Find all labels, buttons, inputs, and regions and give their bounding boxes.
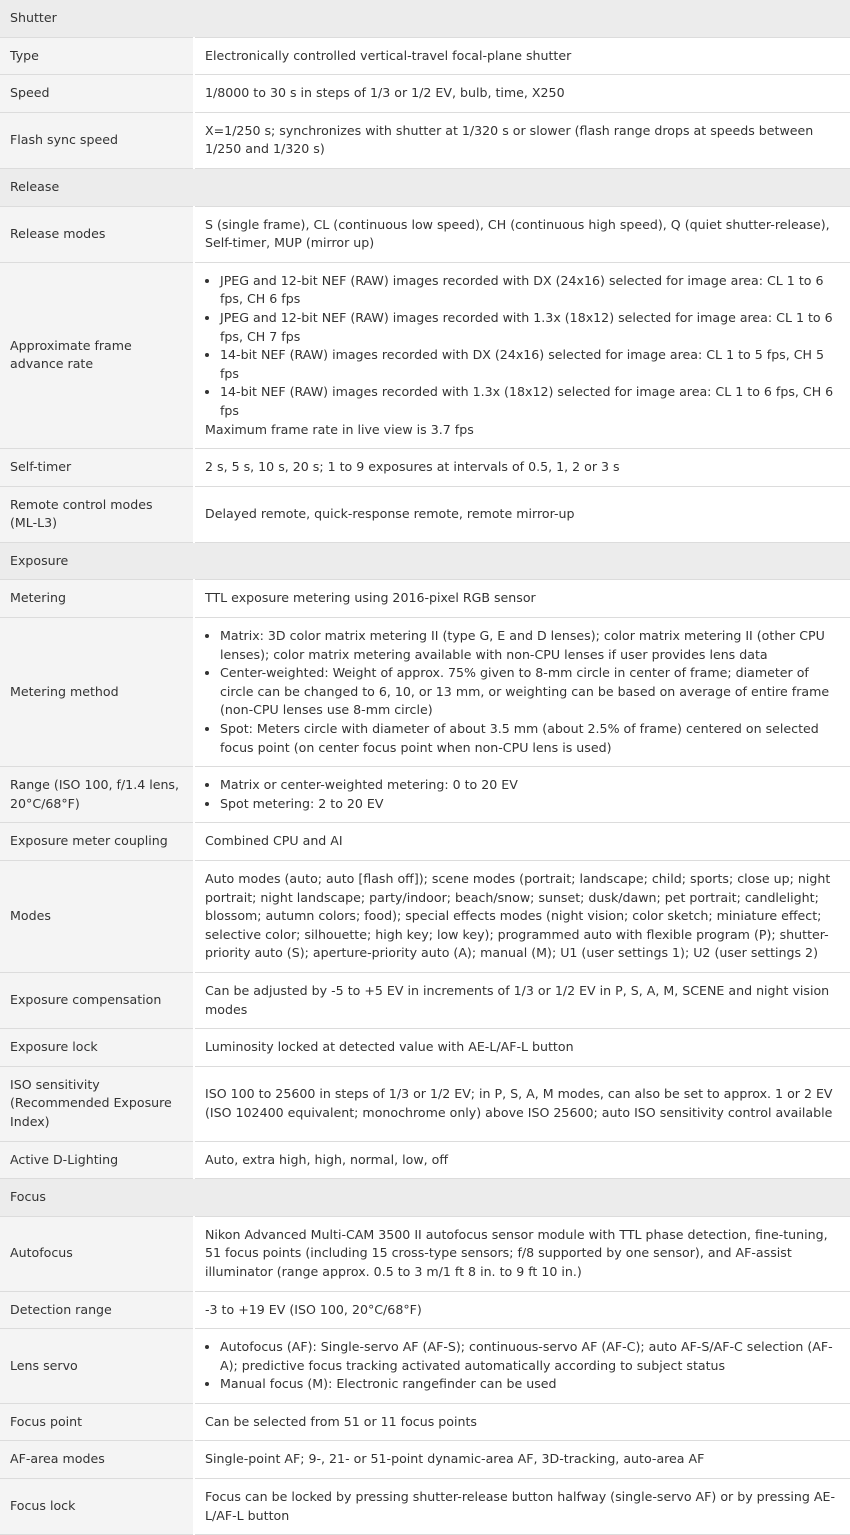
spec-value: Delayed remote, quick-response remote, remote mirror-up (194, 486, 850, 542)
spec-value (194, 262, 850, 448)
spec-label: Detection range (0, 1291, 194, 1329)
spec-label: AF-area modes (0, 1441, 194, 1479)
spec-value: Auto, extra high, high, normal, low, off (194, 1141, 850, 1179)
spec-label: Active D-Lighting (0, 1141, 194, 1179)
section-title: Release (0, 168, 850, 206)
spec-label: Speed (0, 75, 194, 113)
spec-value: Combined CPU and AI (194, 823, 850, 861)
spec-label: Focus lock (0, 1479, 194, 1535)
spec-value (194, 1329, 850, 1404)
spec-row-release-modes (0, 206, 850, 262)
spec-row-lens-servo (0, 1329, 850, 1404)
spec-value-bullet: • JPEG and 12-bit NEF (RAW) images recorded with 1.3x (18x12) selected for image area: CL 1 to 6 fps, CH 7 fps (220, 309, 840, 346)
spec-row-exposure-compensation (0, 972, 850, 1028)
spec-value: -3 to +19 EV (ISO 100, 20°C/68°F) (194, 1291, 850, 1329)
spec-label: Modes (0, 861, 194, 973)
spec-row-focus-lock (0, 1479, 850, 1535)
spec-value-bullet: • Center-weighted: Weight of approx. 75% given to 8-mm circle in center of frame; diameter of circle can be changed to 6, 10, or 13 mm, or weighting can be based on average of entire frame (non-CPU lenses use 8-mm circle) (220, 664, 840, 720)
spec-value: Electronically controlled vertical-travel focal-plane shutter (194, 37, 850, 75)
spec-row-metering (0, 580, 850, 618)
spec-value: S (single frame), CL (continuous low speed), CH (continuous high speed), Q (quiet shutter-release), Self-timer, MUP (mirror up) (194, 206, 850, 262)
spec-label: Approximate frame advance rate (0, 262, 194, 448)
spec-value-bullet: • Manual focus (M): Electronic rangefinder can be used (220, 1375, 840, 1394)
spec-row-exposure-meter-coupling (0, 823, 850, 861)
spec-label: ISO sensitivity (Recommended Exposure Index) (0, 1066, 194, 1141)
spec-row-range-iso-100-f-1-4-lens-20-c-68-f (0, 767, 850, 823)
spec-row-focus-point (0, 1403, 850, 1441)
spec-value-note: Maximum frame rate in live view is 3.7 fps (205, 421, 474, 437)
spec-value-bullet: • 14-bit NEF (RAW) images recorded with DX (24x16) selected for image area: CL 1 to 5 fps, CH 5 fps (220, 346, 840, 383)
spec-row-af-area-modes (0, 1441, 850, 1479)
spec-value-list (205, 776, 840, 813)
spec-label: Lens servo (0, 1329, 194, 1404)
spec-value-list (205, 627, 840, 757)
section-header-shutter (0, 0, 850, 37)
spec-value: Auto modes (auto; auto [flash off]); scene modes (portrait; landscape; child; sports; close up; night portrait; night landscape; party/indoor; beach/snow; sunset; dusk/dawn; pet portrait; candlelight; blossom; autumn colors; food); special effects modes (night vision; color sketch; miniature effect; selective color; silhouette; high key; low key); programmed auto with flexible program (P); shutter-priority auto (S); aperture-priority auto (A); manual (M); U1 (user settings 1); U2 (user settings 2) (194, 861, 850, 973)
spec-label: Release modes (0, 206, 194, 262)
section-title: Focus (0, 1179, 850, 1217)
spec-row-self-timer (0, 449, 850, 487)
spec-label: Range (ISO 100, f/1.4 lens, 20°C/68°F) (0, 767, 194, 823)
spec-label: Exposure lock (0, 1029, 194, 1067)
spec-value: ISO 100 to 25600 in steps of 1/3 or 1/2 EV; in P, S, A, M modes, can also be set to approx. 1 or 2 EV (ISO 102400 equivalent; monochrome only) above ISO 25600; auto ISO sensitivity control available (194, 1066, 850, 1141)
spec-row-iso-sensitivity-recommended-exposure-index (0, 1066, 850, 1141)
spec-label: Focus point (0, 1403, 194, 1441)
spec-value-bullet: • Matrix or center-weighted metering: 0 to 20 EV (220, 776, 840, 795)
spec-value: Single-point AF; 9-, 21- or 51-point dynamic-area AF, 3D-tracking, auto-area AF (194, 1441, 850, 1479)
spec-value-bullet: • Spot metering: 2 to 20 EV (220, 795, 840, 814)
spec-row-flash-sync-speed (0, 112, 850, 168)
spec-row-active-d-lighting (0, 1141, 850, 1179)
section-header-exposure (0, 542, 850, 580)
spec-row-modes (0, 861, 850, 973)
spec-value: Luminosity locked at detected value with AE-L/AF-L button (194, 1029, 850, 1067)
spec-value-bullet: • Spot: Meters circle with diameter of about 3.5 mm (about 2.5% of frame) centered on selected focus point (on center focus point when non-CPU lens is used) (220, 720, 840, 757)
spec-value: Focus can be locked by pressing shutter-release button halfway (single-servo AF) or by pressing AE-L/AF-L button (194, 1479, 850, 1535)
spec-label: Autofocus (0, 1216, 194, 1291)
spec-value-bullet: • Matrix: 3D color matrix metering II (type G, E and D lenses); color matrix metering II (other CPU lenses); color matrix metering available with non-CPU lenses if user provides lens data (220, 627, 840, 664)
spec-value (194, 618, 850, 767)
section-header-release (0, 168, 850, 206)
section-title: Shutter (0, 0, 850, 37)
spec-row-metering-method (0, 618, 850, 767)
spec-value-bullet: • 14-bit NEF (RAW) images recorded with 1.3x (18x12) selected for image area: CL 1 to 6 fps, CH 6 fps (220, 383, 840, 420)
spec-label: Flash sync speed (0, 112, 194, 168)
spec-value (194, 767, 850, 823)
spec-label: Metering (0, 580, 194, 618)
spec-value-list (205, 1338, 840, 1394)
spec-value: 2 s, 5 s, 10 s, 20 s; 1 to 9 exposures at intervals of 0.5, 1, 2 or 3 s (194, 449, 850, 487)
spec-value-bullet: • Autofocus (AF): Single-servo AF (AF-S); continuous-servo AF (AF-C); auto AF-S/AF-C selection (AF-A); predictive focus tracking activated automatically according to subject status (220, 1338, 840, 1375)
spec-row-remote-control-modes-ml-l3 (0, 486, 850, 542)
spec-row-type (0, 37, 850, 75)
spec-row-autofocus (0, 1216, 850, 1291)
spec-value: Can be adjusted by -5 to +5 EV in increments of 1/3 or 1/2 EV in P, S, A, M, SCENE and night vision modes (194, 972, 850, 1028)
spec-label: Remote control modes (ML-L3) (0, 486, 194, 542)
spec-value-list (205, 272, 840, 421)
spec-value: TTL exposure metering using 2016-pixel RGB sensor (194, 580, 850, 618)
spec-row-detection-range (0, 1291, 850, 1329)
spec-row-exposure-lock (0, 1029, 850, 1067)
spec-label: Exposure meter coupling (0, 823, 194, 861)
spec-value: 1/8000 to 30 s in steps of 1/3 or 1/2 EV, bulb, time, X250 (194, 75, 850, 113)
spec-label: Self-timer (0, 449, 194, 487)
spec-label: Type (0, 37, 194, 75)
spec-row-approximate-frame-advance-rate (0, 262, 850, 448)
spec-value: X=1/250 s; synchronizes with shutter at 1/320 s or slower (flash range drops at speeds between 1/250 and 1/320 s) (194, 112, 850, 168)
spec-value: Nikon Advanced Multi-CAM 3500 II autofocus sensor module with TTL phase detection, fine-tuning, 51 focus points (including 15 cross-type sensors; f/8 supported by one sensor), and AF-assist illuminator (range approx. 0.5 to 3 m/1 ft 8 in. to 9 ft 10 in.) (194, 1216, 850, 1291)
section-title: Exposure (0, 542, 850, 580)
spec-label: Exposure compensation (0, 972, 194, 1028)
spec-row-speed (0, 75, 850, 113)
spec-value-bullet: • JPEG and 12-bit NEF (RAW) images recorded with DX (24x16) selected for image area: CL 1 to 6 fps, CH 6 fps (220, 272, 840, 309)
section-header-focus (0, 1179, 850, 1217)
spec-value: Can be selected from 51 or 11 focus points (194, 1403, 850, 1441)
spec-label: Metering method (0, 618, 194, 767)
